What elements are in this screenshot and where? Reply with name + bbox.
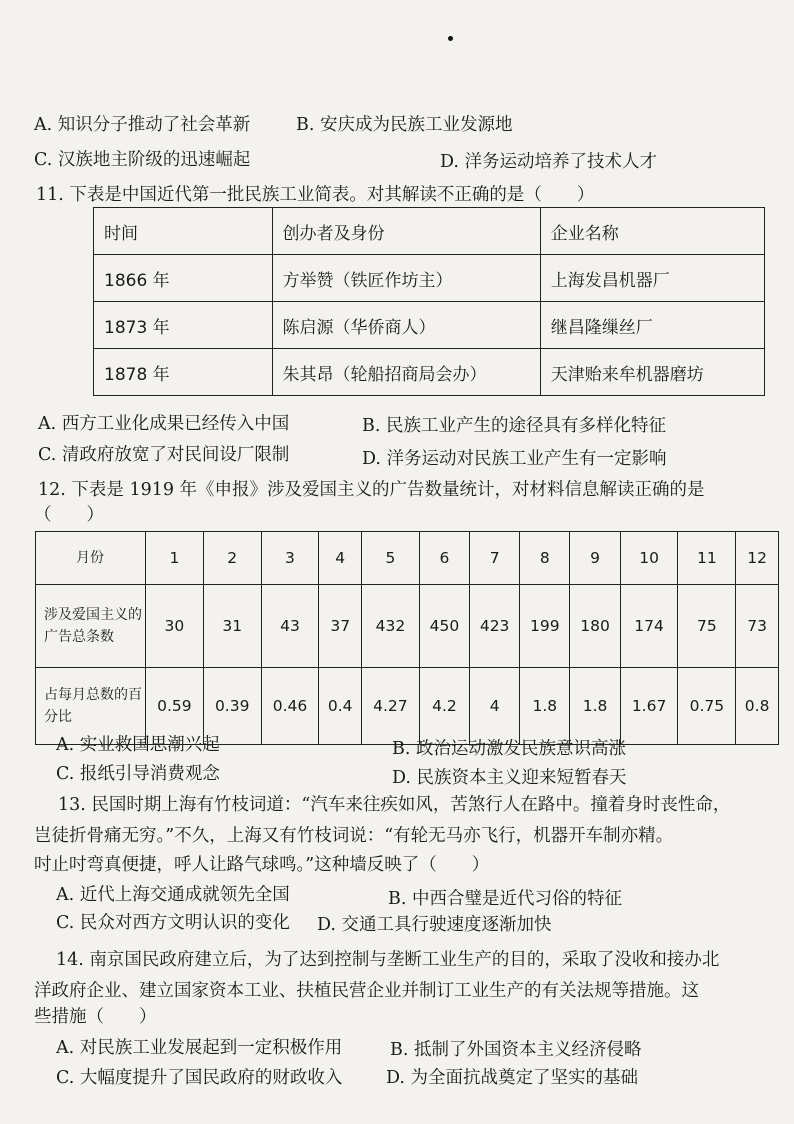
- q12-option-d: D. 民族资本主义迎来短暂春天: [392, 768, 627, 788]
- table-header-cell: 6: [419, 532, 469, 585]
- table-cell: 43: [261, 585, 319, 668]
- table-cell: 31: [203, 585, 261, 668]
- q11-option-b: B. 民族工业产生的途径具有多样化特征: [362, 416, 666, 436]
- q10-option-b: B. 安庆成为民族工业发源地: [296, 115, 513, 135]
- q12-stem: 12. 下表是 1919 年《申报》涉及爱国主义的广告数量统计，对材料信息解读正确的是: [38, 480, 705, 500]
- q12-stem-blank: （ ）: [34, 505, 104, 525]
- q12-option-c: C. 报纸引导消费观念: [56, 764, 220, 784]
- table-row: [94, 349, 765, 396]
- table-row: [36, 585, 779, 668]
- table-row-label: 占每月总数的百分比: [36, 668, 146, 745]
- table-cell: 174: [620, 585, 678, 668]
- table-header-cell: 3: [261, 532, 319, 585]
- q13-option-c: C. 民众对西方文明认识的变化: [56, 913, 290, 933]
- table-header-cell: 2: [203, 532, 261, 585]
- q13-stem-line2: 岂徒折骨痛无穷。”不久，上海又有竹枝词说：“有轮无马亦飞行，机器开车制亦精。: [34, 826, 674, 846]
- table-row: [94, 208, 765, 255]
- table-cell: 4: [470, 668, 520, 745]
- table-header-cell: 8: [520, 532, 570, 585]
- table-header-cell: 9: [570, 532, 620, 585]
- q13-stem-line1: 13. 民国时期上海有竹枝词道：“汽车来往疾如风，苦煞行人在路中。撞着身时丧性命，: [58, 795, 731, 815]
- table-cell: 上海发昌机器厂: [540, 255, 764, 302]
- q14-stem-line2: 洋政府企业、建立国家资本工业、扶植民营企业并制订工业生产的有关法规等措施。这: [34, 981, 699, 1001]
- table-header-cell: 12: [736, 532, 779, 585]
- table-cell: 1866 年: [94, 255, 273, 302]
- table-header-cell: 7: [470, 532, 520, 585]
- table-header-cell: 4: [319, 532, 362, 585]
- table-cell: 陈启源（华侨商人）: [272, 302, 540, 349]
- table-header-cell: 11: [678, 532, 736, 585]
- table-cell: 天津贻来牟机器磨坊: [540, 349, 764, 396]
- table-header-cell: 时间: [94, 208, 273, 255]
- table-cell: 30: [146, 585, 204, 668]
- table-cell: 0.8: [736, 668, 779, 745]
- q12-option-b: B. 政治运动激发民族意识高涨: [392, 739, 626, 759]
- table-cell: 4.2: [419, 668, 469, 745]
- table-header-cell: 企业名称: [540, 208, 764, 255]
- table-cell: 0.59: [146, 668, 204, 745]
- table-cell: 4.27: [362, 668, 420, 745]
- table-cell: 方举赞（铁匠作坊主）: [272, 255, 540, 302]
- q11-option-d: D. 洋务运动对民族工业产生有一定影响: [362, 449, 667, 469]
- table-cell: 180: [570, 585, 620, 668]
- table-cell: 1873 年: [94, 302, 273, 349]
- q14-option-b: B. 抵制了外国资本主义经济侵略: [390, 1040, 642, 1060]
- q10-option-c: C. 汉族地主阶级的迅速崛起: [34, 150, 251, 170]
- q13-option-d: D. 交通工具行驶速度逐渐加快: [317, 915, 552, 935]
- q13-stem-line3: 吋止吋弯真便捷，呼人让路气球鸣。”这种墙反映了（ ）: [34, 855, 490, 875]
- table-cell: 450: [419, 585, 469, 668]
- q10-option-d: D. 洋务运动培养了技术人才: [440, 152, 658, 172]
- q11-option-a: A. 西方工业化成果已经传入中国: [38, 414, 290, 434]
- table-cell: 1.8: [520, 668, 570, 745]
- q14-option-d: D. 为全面抗战奠定了坚实的基础: [386, 1068, 639, 1088]
- table-row: [36, 532, 779, 585]
- table-cell: 37: [319, 585, 362, 668]
- table-cell: 199: [520, 585, 570, 668]
- table-cell: 1.8: [570, 668, 620, 745]
- table-cell: 423: [470, 585, 520, 668]
- table-cell: 432: [362, 585, 420, 668]
- q12-table: [35, 531, 779, 745]
- q13-option-b: B. 中西合璧是近代习俗的特征: [388, 889, 622, 909]
- table-cell: 0.4: [319, 668, 362, 745]
- table-cell: 75: [678, 585, 736, 668]
- q11-stem: 11. 下表是中国近代第一批民族工业简表。对其解读不正确的是（ ）: [36, 185, 595, 205]
- q14-stem-line1: 14. 南京国民政府建立后，为了达到控制与垄断工业生产的目的，采取了没收和接办北: [56, 950, 720, 970]
- table-cell: 继昌隆缫丝厂: [540, 302, 764, 349]
- table-cell: 朱其昂（轮船招商局会办）: [272, 349, 540, 396]
- table-header-cell: 10: [620, 532, 678, 585]
- table-cell: 0.39: [203, 668, 261, 745]
- table-cell: 1878 年: [94, 349, 273, 396]
- q13-option-a: A. 近代上海交通成就领先全国: [56, 885, 290, 905]
- table-row: [94, 302, 765, 349]
- q12-option-a: A. 实业救国思潮兴起: [56, 735, 220, 755]
- q11-table: [93, 207, 765, 396]
- q14-option-c: C. 大幅度提升了国民政府的财政收入: [56, 1068, 343, 1088]
- table-header-cell: 1: [146, 532, 204, 585]
- table-header-cell: 月份: [36, 532, 146, 585]
- q14-option-a: A. 对民族工业发展起到一定积极作用: [56, 1038, 343, 1058]
- table-row-label: 涉及爱国主义的广告总条数: [36, 585, 146, 668]
- q14-stem-line3: 些措施（ ）: [34, 1007, 157, 1027]
- table-cell: 73: [736, 585, 779, 668]
- table-cell: 0.75: [678, 668, 736, 745]
- table-cell: 0.46: [261, 668, 319, 745]
- scan-mark-dot: [448, 36, 453, 41]
- q10-option-a: A. 知识分子推动了社会革新: [34, 115, 251, 135]
- table-header-cell: 5: [362, 532, 420, 585]
- table-row: [94, 255, 765, 302]
- q11-option-c: C. 清政府放宽了对民间设厂限制: [38, 445, 290, 465]
- table-header-cell: 创办者及身份: [272, 208, 540, 255]
- table-cell: 1.67: [620, 668, 678, 745]
